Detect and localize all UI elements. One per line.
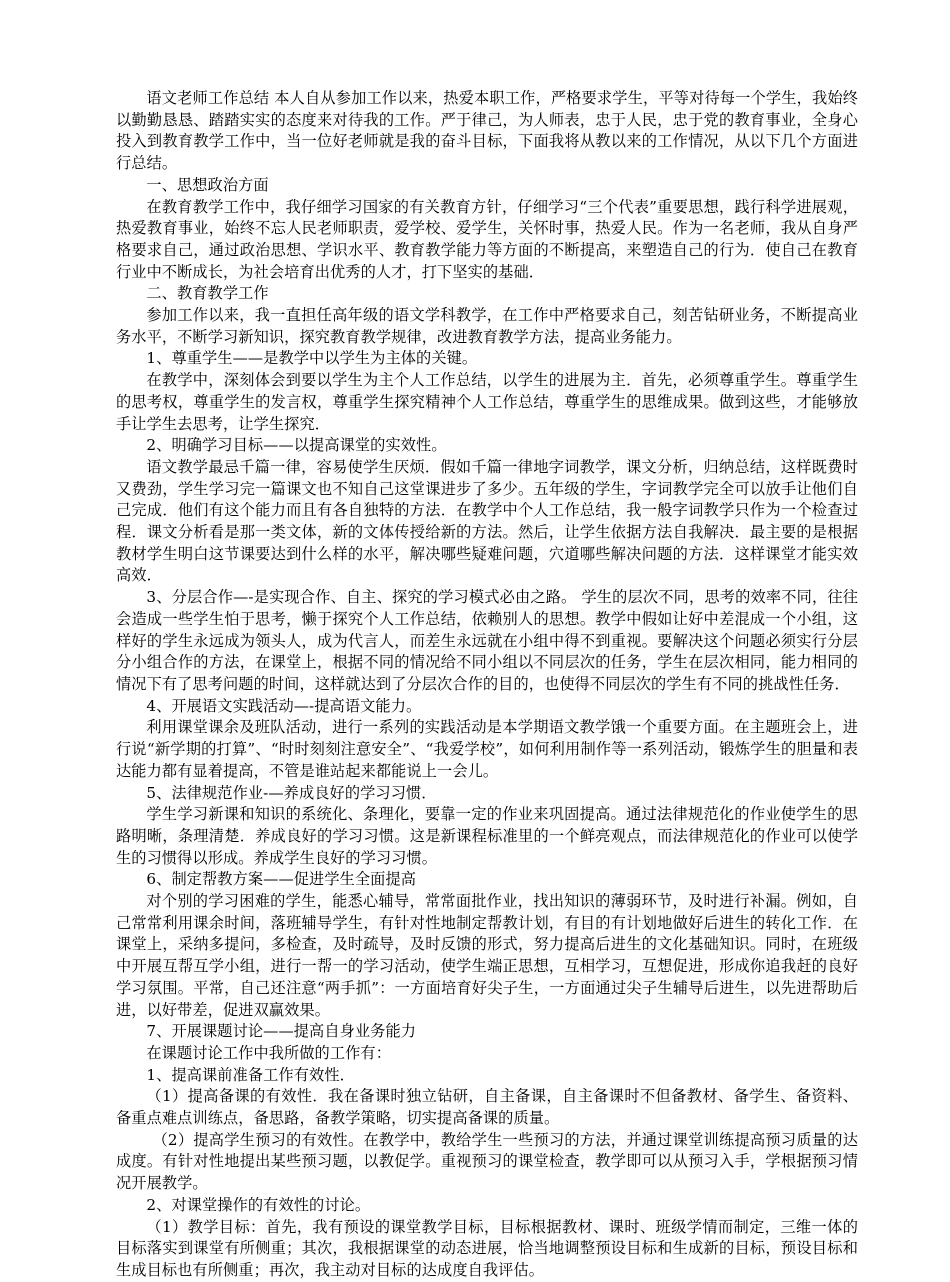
item-heading-7: 7、开展课题讨论——提高自身业务能力 — [146, 1022, 417, 1041]
item-heading-1: 1、尊重学生——是教学中以学生为主体的关键。 — [146, 349, 478, 368]
research-heading-2: 2、对课堂操作的有效性的讨论。 — [146, 1195, 371, 1214]
research-point-1-1: （1）提高备课的有效性．我在备课时独立钻研，自主备课，自主备课时不但备教材、备学生、备资料、备重点难点训练点，备思路，备教学策略，切实提高备课的质量。 — [116, 1087, 858, 1128]
item-paragraph-1: 在教学中，深刻体会到要以学生为主个人工作总结，以学生的进展为主．首先，必须尊重学生。尊重学生的思考权，尊重学生的发言权，尊重学生探究精神个人工作总结，尊重学生的思维成果。做到这些，才能够放手让学生去思考，让学生探究． — [116, 371, 858, 433]
section-heading-teaching: 二、教育教学工作 — [146, 284, 269, 303]
item-paragraph-4: 利用课堂课余及班队活动，进行一系列的实践活动是本学期语文教学饿一个重要方面。在主题班会上，进行说“新学期的打算”、“时时刻刻注意安全”、“我爱学校”，如何利用制作等一系列活动，锻炼学生的胆量和表达能力都有显着提高，不管是谁站起来都能说上一会儿。 — [116, 718, 858, 780]
item-heading-6: 6、制定帮教方案——促进学生全面提高 — [146, 870, 417, 889]
research-point-2-1: （1）教学目标：首先，我有预设的课堂教学目标，目标根据教材、课时、班级学情而制定，三维一体的目标落实到课堂有所侧重；其次，我根据课堂的动态进展，恰当地调整预设目标和生成新的目标，预设目标和生成目标也有所侧重；再次，我主动对目标的达成度自我评估。 — [116, 1217, 858, 1279]
intro-paragraph: 语文老师工作总结 本人自从参加工作以来，热爱本职工作，严格要求学生，平等对待每一个学生，我始终以勤勤恳恳、踏踏实实的态度来对待我的工作。严于律己，为人师表，忠于人民，忠于党的教育事业，全身心投入到教育教学工作中，当一位好老师就是我的奋斗目标，下面我将从教以来的工作情况，从以下几个方面进行总结。 — [116, 89, 858, 173]
politics-paragraph: 在教育教学工作中，我仔细学习国家的有关教育方针，仔细学习“三个代表”重要思想，践行科学进展观，热爱教育事业，始终不忘人民老师职责，爱学校、爱学生，关怀时事，热爱人民。作为一名老师，我从自身严格要求自己，通过政治思想、学识水平、教育教学能力等方面的不断提高，来塑造自己的行为．使自己在教育行业中不断成长，为社会培育出优秀的人才，打下坚实的基础． — [116, 197, 858, 281]
item-paragraph-5: 学生学习新课和知识的系统化、条理化，要靠一定的作业来巩固提高。通过法律规范化的作业使学生的思路明晰，条理清楚．养成良好的学习习惯。这是新课程标准里的一个鲜亮观点，而法律规范化的作业可以使学生的习惯得以形成。养成学生良好的学习习惯。 — [116, 805, 858, 867]
item-paragraph-3: 3、分层合作—-是实现合作、自主、探究的学习模式必由之路。 学生的层次不同，思考的效率不同，往往会造成一些学生怕于思考，懒于探究个人工作总结，依赖别人的思想。教学中假如让好中差混成一个小组，这样好的学生永远成为领头人，成为代言人，而差生永远就在小组中得不到重视。要解决这个问题必须实行分层分小组合作的方法，在课堂上，根据不同的情况给不同小组以不同层次的任务，学生在层次相同，能力相同的情况下有了思考问题的时间，这样就达到了分层次合作的目的，也使得不同层次的学生有不同的挑战性任务． — [116, 588, 858, 693]
section-heading-politics: 一、思想政治方面 — [146, 175, 269, 194]
item-heading-4: 4、开展语文实践活动—-提高语文能力。 — [146, 696, 422, 715]
research-point-1-2: （2）提高学生预习的有效性。在教学中，教给学生一些预习的方法，并通过课堂训练提高预习质量的达成度。有针对性地提出某些预习题，以教促学。重视预习的课堂检查，教学即可以从预习入手，学根据预习情况开展教学。 — [116, 1130, 858, 1193]
item-paragraph-2: 语文教学最忌千篇一律，容易使学生厌烦．假如千篇一律地字词教学，课文分析，归纳总结，这样既费时又费劲，学生学习完一篇课文也不知自己这堂课进步了多少。五年级的学生，字词教学完全可以放手让他们自己完成．他们有这个能力而且有各自独特的方法．在教学中个人工作总结，我一般字词教学只作为一个检查过程．课文分析看是那一类文体，新的文体传授给新的方法。然后，让学生依据方法自我解决．最主要的是根据教材学生明白这节课要达到什么样的水平，解决哪些疑难问题，穴道哪些解决问题的方法．这样课堂才能实效高效． — [116, 457, 858, 585]
item-paragraph-6: 对个别的学习困难的学生，能悉心辅导，常常面批作业，找出知识的薄弱环节，及时进行补漏。例如，自己常常利用课余时间，落班辅导学生，有针对性地制定帮教计划，有目的有计划地做好后进生的转化工作．在课堂上，采纳多提问，多检查，及时疏导，及时反馈的形式，努力提高后进生的文化基础知识。同时，在班级中开展互帮互学小组，进行一帮一的学习活动，使学生端正思想，互相学习，互想促进，形成你追我赶的良好学习氛围。平常，自己还注意“两手抓”：一方面培育好尖子生，一方面通过尖子生辅导后进生，以先进帮助后进，以好带差，促进双赢效果。 — [116, 892, 858, 1019]
teaching-paragraph: 参加工作以来，我一直担任高年级的语文学科教学，在工作中严格要求自己，刻苦钻研业务，不断提高业务水平，不断学习新知识，探究教育教学规律，改进教育教学方法，提高业务能力。 — [116, 306, 858, 346]
research-heading-1: 1、提高课前准备工作有效性． — [146, 1065, 355, 1084]
item-heading-2: 2、明确学习目标——以提高课堂的实效性。 — [146, 436, 447, 455]
research-intro: 在课题讨论工作中我所做的工作有： — [146, 1043, 391, 1062]
item-heading-5: 5、法律规范作业-—养成良好的学习习惯． — [146, 783, 437, 802]
